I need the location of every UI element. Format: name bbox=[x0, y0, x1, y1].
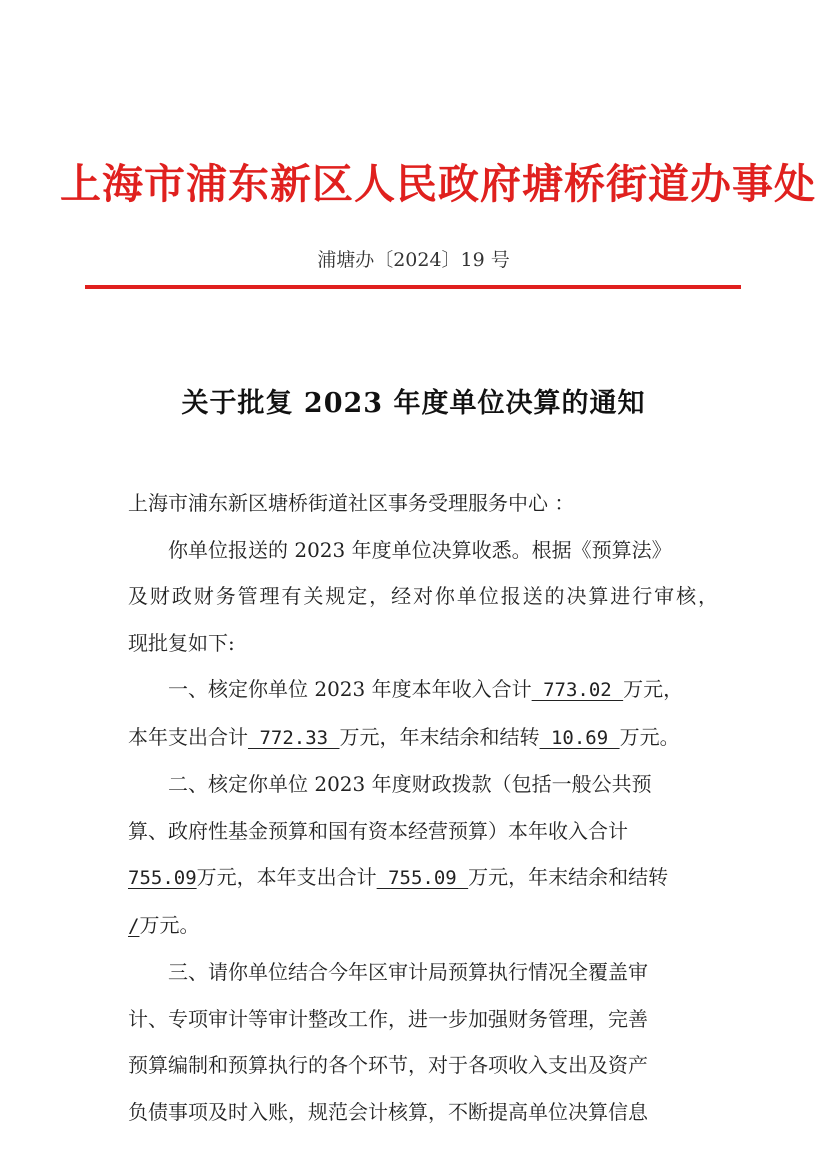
item3-line-1: 三、请你单位结合今年区审计局预算执行情况全覆盖审 bbox=[168, 960, 648, 984]
appropriation-carryover-value: / bbox=[128, 914, 140, 937]
issuing-organization-header: 上海市浦东新区人民政府塘桥街道办事处 bbox=[60, 160, 816, 208]
item1-text-b: 万元， bbox=[623, 677, 684, 701]
item2-text-c: 万元。 bbox=[139, 912, 200, 937]
document-body bbox=[128, 480, 718, 1135]
appropriation-expense-value: 755.09 bbox=[376, 867, 469, 889]
intro-line-3: 现批复如下: bbox=[128, 630, 235, 655]
item2-line-2: 算、政府性基金预算和国有资本经营预算）本年收入合计 bbox=[128, 818, 628, 843]
item3-line-2: 计、专项审计等审计整改工作，进一步加强财务管理，完善 bbox=[128, 1006, 648, 1031]
document-number: 浦塘办〔2024〕19 号 bbox=[317, 249, 510, 271]
item1-line-1 bbox=[128, 666, 718, 714]
red-divider-line bbox=[85, 285, 741, 289]
item2-text-b: 万元，年末结余和结转 bbox=[468, 865, 669, 889]
item2-line-3 bbox=[128, 854, 718, 902]
item2-text-a: 万元，本年支出合计 bbox=[196, 865, 377, 889]
item2-line-1: 二、核定你单位 2023 年度财政拨款（包括一般公共预 bbox=[168, 772, 652, 796]
item2-line-4 bbox=[128, 902, 718, 950]
item1-text-e: 万元。 bbox=[619, 724, 680, 749]
income-total-value: 773.02 bbox=[531, 679, 624, 701]
item1-text-d: 万元，年末结余和结转 bbox=[339, 724, 540, 749]
intro-line-1: 你单位报送的 2023 年度单位决算收悉。根据《预算法》 bbox=[168, 537, 672, 562]
recipient-line: 上海市浦东新区塘桥街道社区事务受理服务中心 ： bbox=[128, 491, 575, 515]
item1-line-2 bbox=[128, 714, 718, 762]
intro-line-2: 及财政财务管理有关规定，经对你单位报送的决算进行审核， bbox=[128, 584, 718, 608]
item3-line-3: 预算编制和预算执行的各个环节，对于各项收入支出及资产 bbox=[128, 1053, 648, 1077]
item3-line-4: 负债事项及时入账，规范会计核算，不断提高单位决算信息 bbox=[128, 1099, 648, 1124]
expense-total-value: 772.33 bbox=[248, 726, 340, 749]
item1-text-c: 本年支出合计 bbox=[128, 724, 248, 749]
carryover-value: 10.69 bbox=[539, 726, 620, 749]
appropriation-income-value: 755.09 bbox=[128, 867, 197, 889]
document-title: 关于批复 2023 年度单位决算的通知 bbox=[181, 388, 646, 419]
item1-text-a: 一、核定你单位 2023 年度本年收入合计 bbox=[168, 677, 532, 701]
